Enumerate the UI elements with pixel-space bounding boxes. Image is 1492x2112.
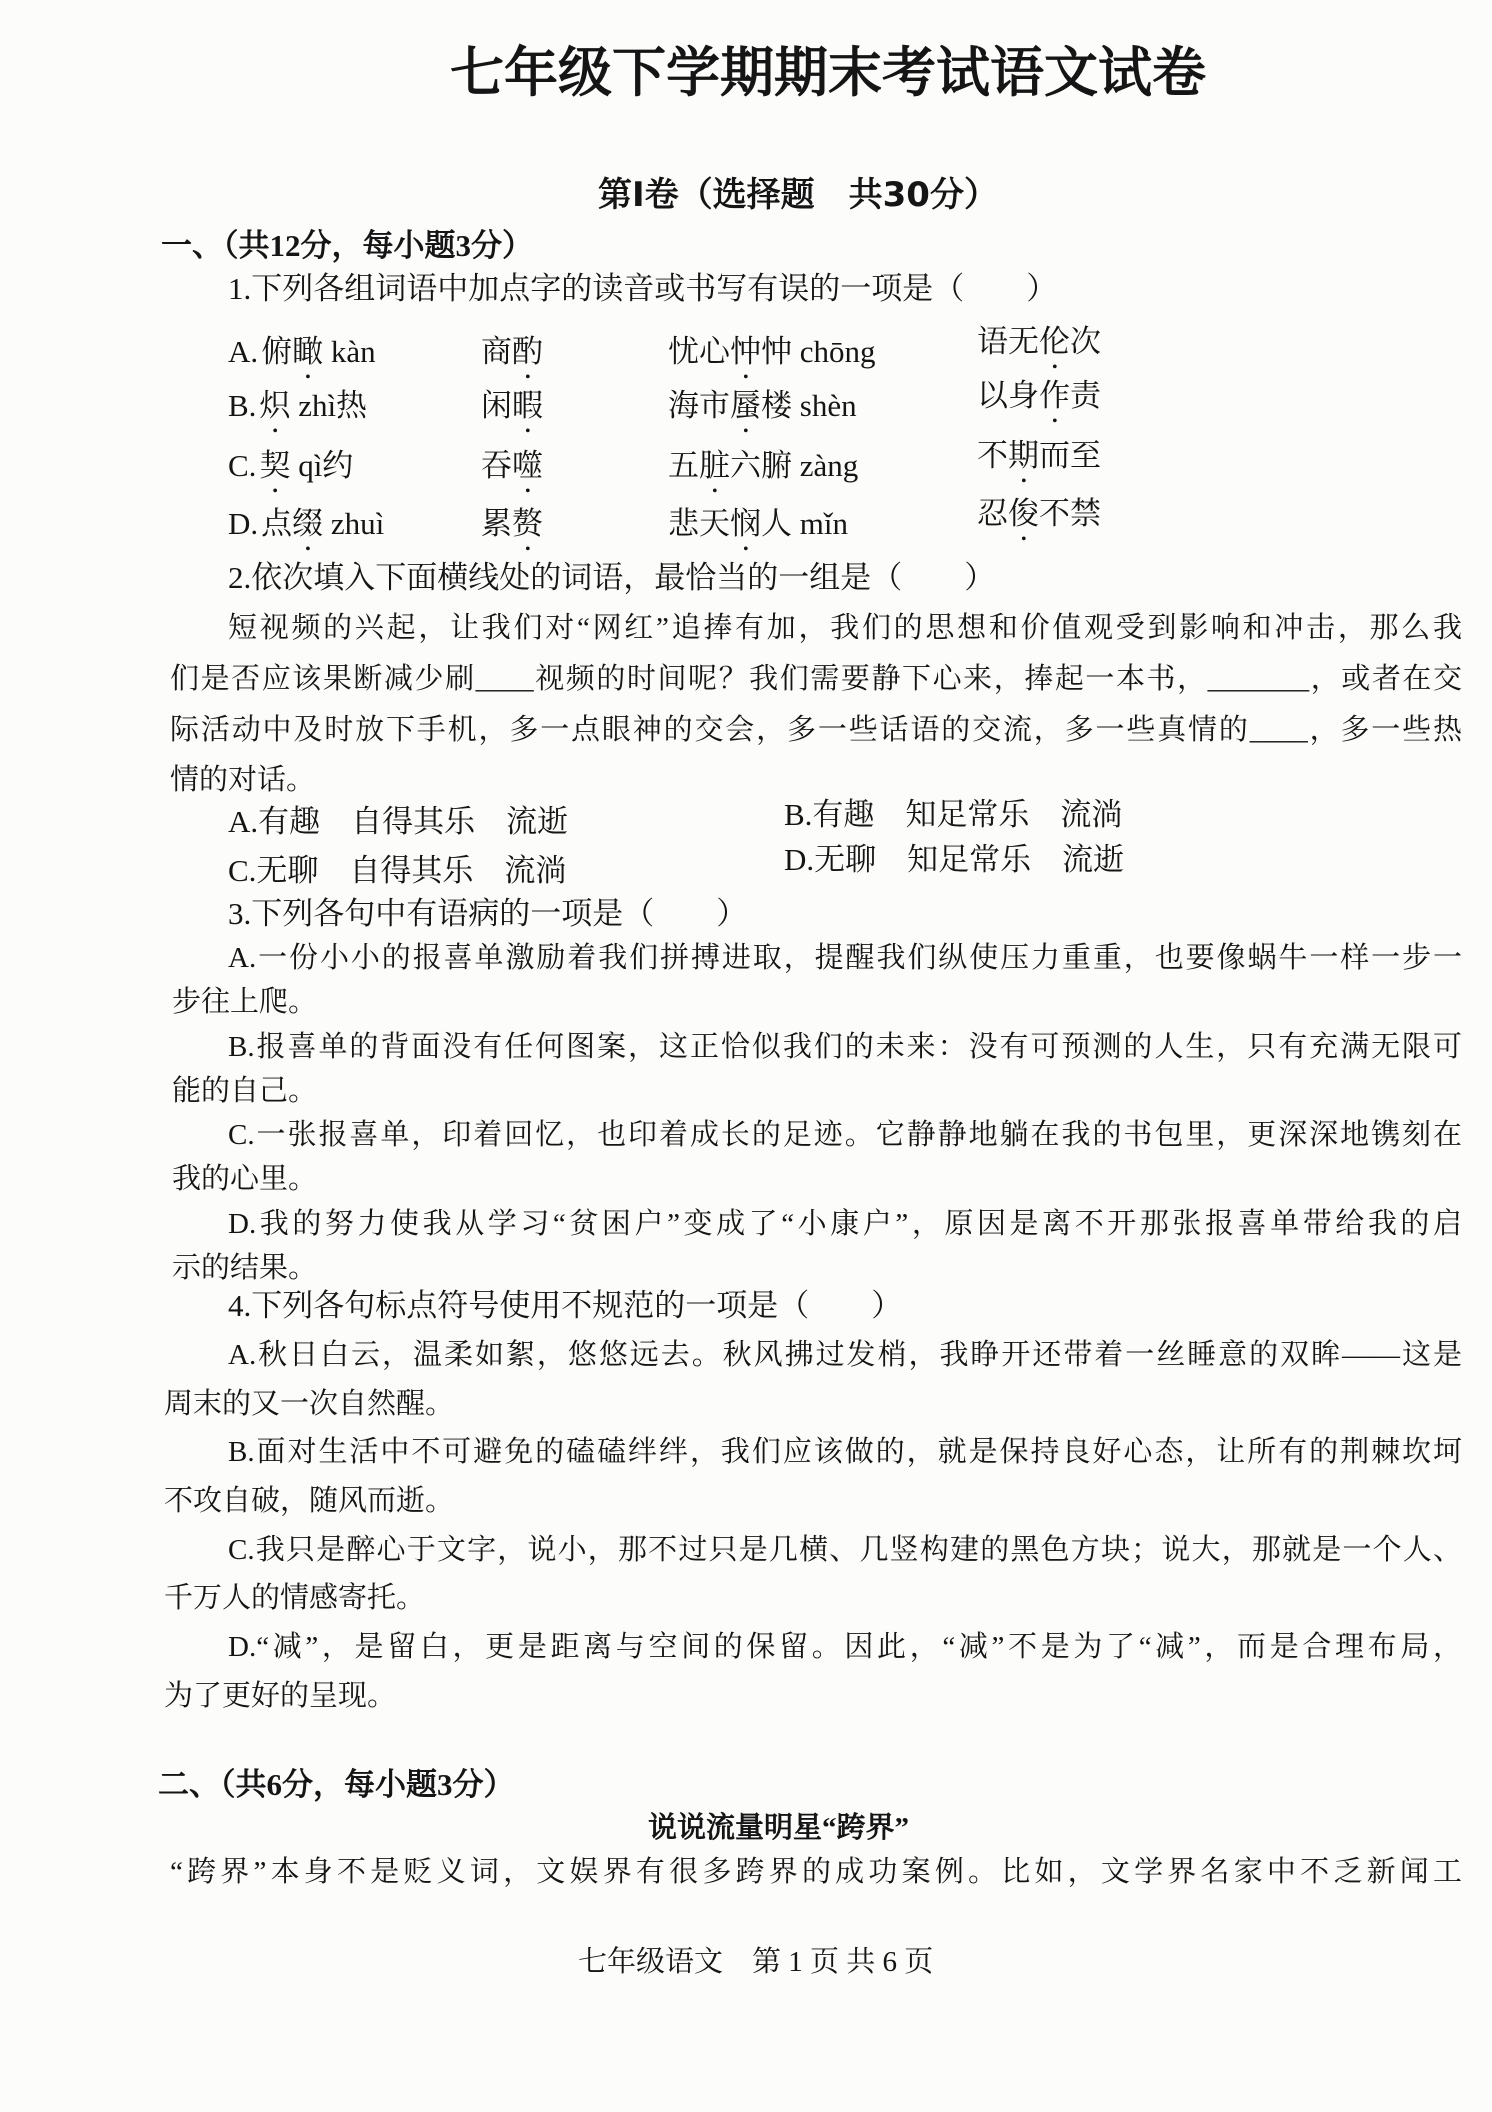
q4-option-a-line-2: 周末的又一次自然醒。 — [164, 1388, 455, 1420]
dotted-char: 缀 — [292, 506, 324, 541]
option-label: D. — [228, 506, 259, 541]
term-part: 悲天 — [668, 506, 730, 541]
term-part: 俯 — [261, 334, 293, 369]
q3-option-a-line-2: 步往上爬。 — [172, 986, 318, 1018]
dotted-char: 酌 — [512, 334, 543, 369]
q1-c-term-3 — [668, 446, 858, 486]
q2-passage-line-1: 短视频的兴起，让我们对“网红”追捧有加，我们的思想和价值观受到影响和冲击，那么我 — [228, 612, 1462, 644]
q1-option-d — [0, 496, 1492, 544]
q3-option-d-line-2: 示的结果。 — [172, 1252, 318, 1284]
term-part: 海市 — [668, 388, 730, 423]
term-part: 五 — [668, 448, 699, 483]
q2-option-d: D.无聊 知足常乐 流逝 — [784, 842, 1125, 877]
question-2-stem: 2.依次填入下面横线处的词语，最恰当的一组是（ ） — [228, 560, 996, 595]
q1-b-term-1 — [228, 386, 367, 426]
dotted-char: 悯 — [730, 506, 761, 541]
term-part: 责 — [1070, 378, 1101, 413]
q4-option-b-line-2: 不攻自破，随风而逝。 — [164, 1485, 455, 1517]
q2-option-c: C.无聊 自得其乐 流淌 — [228, 853, 567, 888]
dotted-char: 炽 — [259, 388, 291, 423]
section-1-heading: 一、（共12分，每小题3分） — [161, 228, 533, 263]
term-part: 吞 — [481, 448, 512, 483]
article-title: 说说流量明星“跨界” — [648, 1812, 910, 1844]
question-4-stem: 4.下列各句标点符号使用不规范的一项是（ ） — [228, 1288, 903, 1323]
option-label: C. — [228, 448, 257, 483]
q3-option-b-line-2: 能的自己。 — [172, 1075, 318, 1107]
dotted-char: 作 — [1039, 378, 1070, 413]
option-label: A. — [228, 334, 259, 369]
term-part: 以身 — [977, 378, 1039, 413]
term-part: 楼 shèn — [761, 388, 857, 423]
term-part: 忧心 — [668, 334, 730, 369]
q3-option-c-line-1: C.一张报喜单，印着回忆，也印着成长的足迹。它静静地躺在我的书包里，更深深地镌刻在 — [228, 1119, 1462, 1151]
dotted-char: 契 — [259, 448, 291, 483]
term-part: 不禁 — [1039, 496, 1101, 531]
section-2-heading: 二、（共6分，每小题3分） — [158, 1767, 515, 1802]
term-part: 商 — [481, 334, 512, 369]
q1-d-term-4 — [977, 494, 1101, 534]
term-part: 闲 — [481, 388, 512, 423]
q1-a-term-1 — [228, 332, 376, 372]
q1-a-term-4 — [977, 322, 1101, 362]
q4-option-c-line-2: 千万人的情感寄托。 — [164, 1582, 426, 1614]
q3-option-a-line-1: A.一份小小的报喜单激励着我们拼搏进取，提醒我们纵使压力重重，也要像蜗牛一样一步一 — [228, 942, 1462, 974]
question-3-stem: 3.下列各句中有语病的一项是（ ） — [228, 896, 748, 931]
dotted-char: 瞰 — [292, 334, 324, 369]
q1-d-term-2 — [481, 504, 543, 544]
q1-b-term-2 — [481, 386, 543, 426]
term-part: 次 — [1070, 324, 1101, 359]
q4-option-b-line-1: B.面对生活中不可避免的磕磕绊绊，我们应该做的，就是保持良好心态，让所有的荆棘坎坷 — [228, 1436, 1462, 1468]
q2-passage-line-2: 们是否应该果断减少刷____视频的时间呢？我们需要静下心来，捧起一本书，_______，或者在交 — [170, 663, 1462, 695]
dotted-char: 赘 — [512, 506, 543, 541]
q2-option-b: B.有趣 知足常乐 流淌 — [784, 797, 1123, 832]
q1-a-term-2 — [481, 332, 543, 372]
dotted-char: 脏 — [699, 448, 730, 483]
part-heading: 第Ⅰ卷（选择题 共30分） — [598, 175, 998, 215]
term-part: 累 — [481, 506, 512, 541]
q2-option-a: A.有趣 自得其乐 流逝 — [228, 804, 569, 839]
page-footer: 七年级语文 第 1 页 共 6 页 — [578, 1946, 934, 1978]
q4-option-d-line-2: 为了更好的呈现。 — [164, 1680, 397, 1712]
q4-option-c-line-1: C.我只是醉心于文字，说小，那不过只是几横、几竖构建的黑色方块；说大，那就是一个人、 — [228, 1534, 1462, 1566]
article-line-1: “跨界”本身不是贬义词，文娱界有很多跨界的成功案例。比如，文学界名家中不乏新闻工 — [170, 1856, 1462, 1888]
term-part: zhì热 — [290, 388, 368, 423]
dotted-char: 伦 — [1039, 324, 1070, 359]
exam-title: 七年级下学期期末考试语文试卷 — [450, 41, 1206, 104]
q1-option-c — [0, 438, 1492, 486]
q1-d-term-1 — [228, 504, 384, 544]
q3-option-b-line-1: B.报喜单的背面没有任何图案，这正恰似我们的未来：没有可预测的人生，只有充满无限可 — [228, 1031, 1462, 1063]
question-1-stem: 1.下列各组词语中加点字的读音或书写有误的一项是（ ） — [228, 271, 1058, 306]
q1-b-term-3 — [668, 386, 857, 426]
q4-option-a-line-1: A.秋日白云，温柔如絮，悠悠远去。秋风拂过发梢，我睁开还带着一丝睡意的双眸——这是 — [228, 1339, 1462, 1371]
q1-c-term-2 — [481, 446, 543, 486]
dotted-char: 噬 — [512, 448, 543, 483]
term-part: 忡 chōng — [761, 334, 876, 369]
q3-option-d-line-1: D.我的努力使我从学习“贫困户”变成了“小康户”，原因是离不开那张报喜单带给我的启 — [228, 1208, 1462, 1240]
term-part: 六腑 zàng — [730, 448, 859, 483]
term-part: 语无 — [977, 324, 1039, 359]
term-part: 不 — [977, 438, 1008, 473]
term-part: 忍 — [977, 496, 1008, 531]
q1-option-b — [0, 378, 1492, 426]
term-part: kàn — [323, 334, 376, 369]
term-part: 人 mǐn — [761, 506, 848, 541]
dotted-char: 蜃 — [730, 388, 761, 423]
option-label: B. — [228, 388, 257, 423]
q1-option-a — [0, 324, 1492, 372]
term-part: zhuì — [323, 506, 385, 541]
term-part: 点 — [261, 506, 293, 541]
q2-passage-line-4: 情的对话。 — [170, 764, 316, 796]
q1-d-term-3 — [668, 504, 848, 544]
q4-option-d-line-1: D.“减”，是留白，更是距离与空间的保留。因此，“减”不是为了“减”，而是合理布局， — [228, 1631, 1462, 1663]
term-part: 而至 — [1039, 438, 1101, 473]
q3-option-c-line-2: 我的心里。 — [172, 1163, 318, 1195]
q1-c-term-4 — [977, 436, 1101, 476]
dotted-char: 暇 — [512, 388, 543, 423]
dotted-char: 俊 — [1008, 496, 1039, 531]
q1-b-term-4 — [977, 376, 1101, 416]
q1-c-term-1 — [228, 446, 353, 486]
dotted-char: 忡 — [730, 334, 761, 369]
dotted-char: 期 — [1008, 438, 1039, 473]
term-part: qì约 — [290, 448, 354, 483]
q2-passage-line-3: 际活动中及时放下手机，多一点眼神的交会，多一些话语的交流，多一些真情的____，多一些热 — [170, 714, 1462, 746]
q1-a-term-3 — [668, 332, 876, 372]
